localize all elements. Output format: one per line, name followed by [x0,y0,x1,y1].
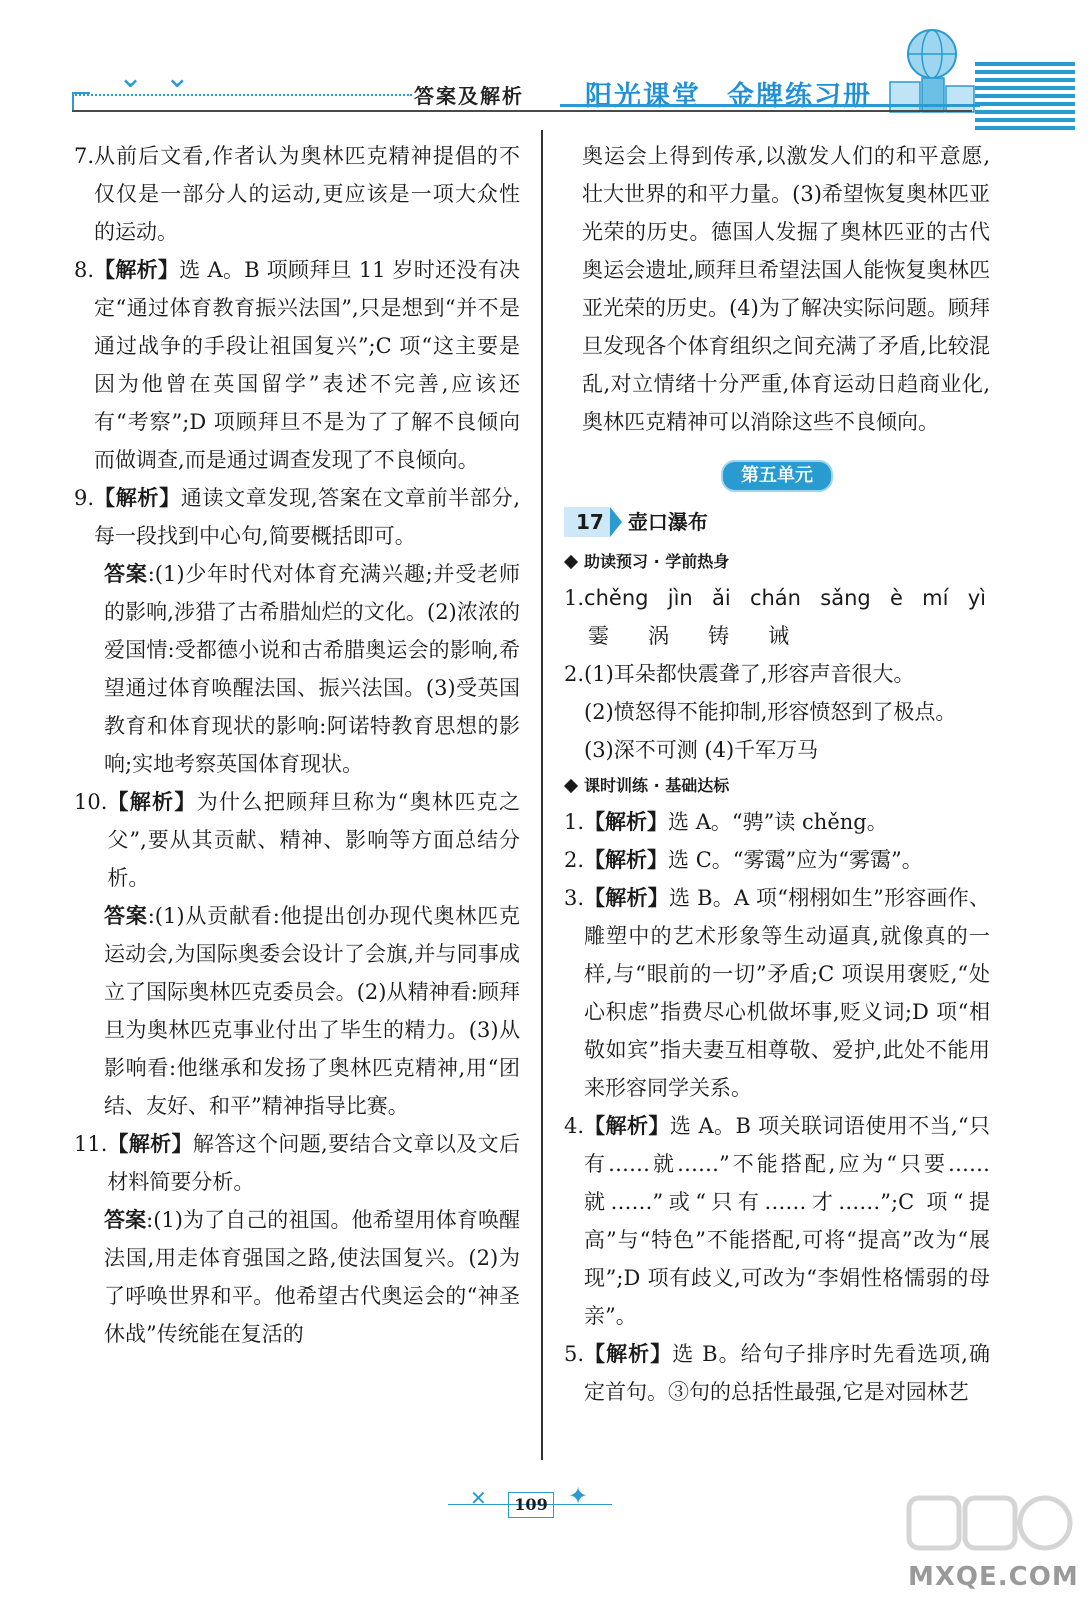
answer-text-11: 答案:(1)为了自己的祖国。他希望用体育唤醒法国,用走体育强国之路,使法国复兴。(2)为了呼唤世界和平。他希望古代奥运会的“神圣休战”传统能在复活的 [104,1208,521,1346]
answer-item-10: 10. 【解析】为什么把顾拜旦称为“奥林匹克之父”,要从其贡献、精神、影响等方面总结分析。 [74,790,520,890]
preview-item-2-line3: (3)深不可测 (4)千军万马 [584,738,819,762]
star-icon: ✦ [568,1482,589,1510]
analysis-tag: 【解析】 [94,258,180,282]
training-item-2: 2. 【解析】选 C。“雾霭”应为“雾霭”。 [564,848,923,872]
analysis-tag: 【解析】 [94,486,181,510]
subsection-preview: 助读预习 · 学前热身 [564,545,990,579]
training-item-1: 1. 【解析】选 A。“骋”读 chěng。 [564,810,888,834]
lesson-number: 17 [564,507,610,537]
left-column [74,137,520,1353]
characters-row: 霎 涡 铸 诫 [588,624,789,648]
flying-birds-icon: ⌄ ⌄ [118,60,196,95]
lesson-title: 壶口瀑布 [627,510,708,534]
book-name: 金牌练习册 [727,81,872,112]
training-item-5: 5. 【解析】选 B。给句子排序时先看选项,确定首句。③句的总括性最强,它是对园林艺 [564,1342,990,1404]
answer-text-9: 答案:(1)少年时代对体育充满兴趣;并受老师的影响,涉猎了古希腊灿烂的文化。(2)浓浓的爱国情:受都德小说和古希腊奥运会的影响,希望通过体育唤醒法国、振兴法国。(3)受英国教育和体育现状的影响:阿诺特教育思想的影响;实地考察英国体育现状。 [104,562,520,776]
answer-item-11: 11. 【解析】解答这个问题,要结合文章以及文后材料简要分析。 [74,1132,521,1194]
preview-item-2: 2. (1)耳朵都快震聋了,形容声音很大。 [564,662,915,686]
page-number: 109 [508,1492,554,1518]
sparkle-icon: ✕ [470,1486,487,1510]
book-title [585,74,872,113]
subsection-training: 课时训练 · 基础达标 [564,769,990,803]
analysis-tag: 【解析】 [107,1132,193,1156]
unit-heading [564,455,990,493]
header-rule [72,110,972,112]
right-column [564,137,990,1411]
pinyin-row: chěng jìn ǎi chán sǎng è mí yì [584,586,986,610]
globe-books-icon [880,20,980,115]
lesson-heading [564,503,990,541]
header-accent-line [560,104,980,107]
page-header [0,0,1090,130]
chevron-right-icon [610,507,622,537]
header-stripes [975,62,1075,132]
training-item-3: 3. 【解析】选 B。A 项“栩栩如生”形容画作、雕塑中的艺术形象等生动逼真,就像真的一样,与“眼前的一切”矛盾;C 项误用褒贬,“处心积虑”指费尽心机做坏事,贬义词;D 项“相敬如宾”指夫妻互相尊敬、爱护,此处不能用来形容同学关系。 [564,886,990,1100]
unit-badge: 第五单元 [721,460,833,492]
preview-item-1: 1. chěng jìn ǎi chán sǎng è mí yì [564,579,990,617]
analysis-tag: 【解析】 [107,790,197,814]
diamond-icon [564,555,578,569]
answer-item-8: 8. 【解析】选 A。B 项顾拜旦 11 岁时还没有决定“通过体育教育振兴法国”,只是想到“并不是通过战争的手段让祖国复兴”;C 项“这主要是因为他曾在英国留学”表述不完善,应该还有“考察”;D 项顾拜旦不是为了了解不良倾向而做调查,而是通过调查发现了不良倾向。 [74,258,520,472]
continued-answer: 奥运会上得到传承,以激发人们的和平意愿,壮大世界的和平力量。(3)希望恢复奥林匹亚光荣的历史。德国人发掘了奥林匹亚的古代奥运会遗址,顾拜旦希望法国人能恢复奥林匹亚光荣的历史。(4)为了解决实际问题。顾拜旦发现各个体育组织之间充满了矛盾,比较混乱,对立情绪十分严重,体育运动日趋商业化,奥林匹克精神可以消除这些不良倾向。 [582,144,990,434]
watermark-text: MXQE.COM [908,1562,1079,1592]
preview-item-2-line2: (2)愤怒得不能抑制,形容愤怒到了极点。 [584,700,957,724]
answer-item-9: 9. 【解析】通读文章发现,答案在文章前半部分,每一段找到中心句,简要概括即可。 [74,486,520,548]
brand-name: 阳光课堂 [585,81,701,112]
column-divider [541,130,543,1460]
answer-item-7: 7. 从前后文看,作者认为奥林匹克精神提倡的不仅仅是一部分人的运动,更应该是一项大众性的运动。 [74,144,520,244]
diamond-icon [564,779,578,793]
answer-text-10: 答案:(1)从贡献看:他提出创办现代奥林匹克运动会,为国际奥委会设计了会旗,并与同事成立了国际奥林匹克委员会。(2)从精神看:顾拜旦为奥林匹克事业付出了毕生的精力。(3)从影响看:他继承和发扬了奥林匹克精神,用“团结、友好、和平”精神指导比赛。 [104,904,520,1118]
training-item-4: 4. 【解析】选 A。B 项关联词语使用不当,“只有……就……”不能搭配,应为“只要……就……”或“只有……才……”;C 项“提高”与“特色”不能搭配,可将“提高”改为“展现”;D 项有歧义,可改为“李娟性格懦弱的母亲”。 [564,1114,991,1328]
section-title: 答案及解析 [414,84,524,108]
